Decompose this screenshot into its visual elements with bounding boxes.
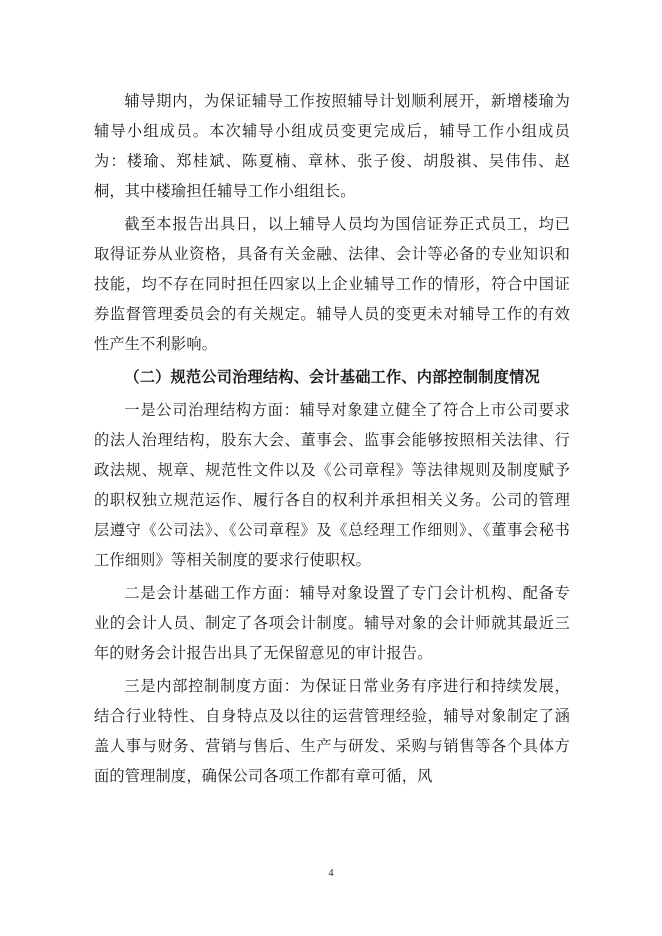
- paragraph-corporate-governance: 一是公司治理结构方面：辅导对象建立健全了符合上市公司要求的法人治理结构，股东大会、董事会、监事会能够按照相关法律、行政法规、规章、规范性文件以及《公司章程》等法律规则及制度赋予的职权独立规范运作、履行各自的权利并承担相关义务。公司的管理层遵守《公司法》、《公司章程》及《总经理工作细则》、《董事会秘书工作细则》等相关制度的要求行使职权。: [94, 401, 570, 569]
- paragraph-accounting-basis: 二是会计基础工作方面：辅导对象设置了专门会计机构、配备专业的会计人员、制定了各项会计制度。辅导对象的会计师就其最近三年的财务会计报告出具了无保留意见的审计报告。: [94, 584, 570, 662]
- paragraph-internal-control: 三是内部控制制度方面：为保证日常业务有序进行和持续发展，结合行业特性、自身特点及以往的运营管理经验，辅导对象制定了涵盖人事与财务、营销与售后、生产与研发、采购与销售等各个具体方面的管理制度，确保公司各项工作都有章可循，风: [94, 677, 570, 785]
- paragraph-counselor-change: 辅导期内，为保证辅导工作按照辅导计划顺利展开，新增楼瑜为辅导小组成员。本次辅导小组成员变更完成后，辅导工作小组成员为：楼瑜、郑桂斌、陈夏楠、章林、张子俊、胡殷祺、吴伟伟、赵桐，其中楼瑜担任辅导工作小组组长。: [94, 92, 570, 200]
- section-heading: （二）规范公司治理结构、会计基础工作、内部控制制度情况: [124, 368, 540, 386]
- page-number: 4: [328, 868, 334, 879]
- paragraph-counselor-qualification: 截至本报告出具日，以上辅导人员均为国信证券正式员工，均已取得证券从业资格，具备有关金融、法律、会计等必备的专业知识和技能，均不存在同时担任四家以上企业辅导工作的情形，符合中国证券监督管理委员会的有关规定。辅导人员的变更未对辅导工作的有效性产生不利影响。: [94, 215, 570, 353]
- page-body: [94, 86, 570, 791]
